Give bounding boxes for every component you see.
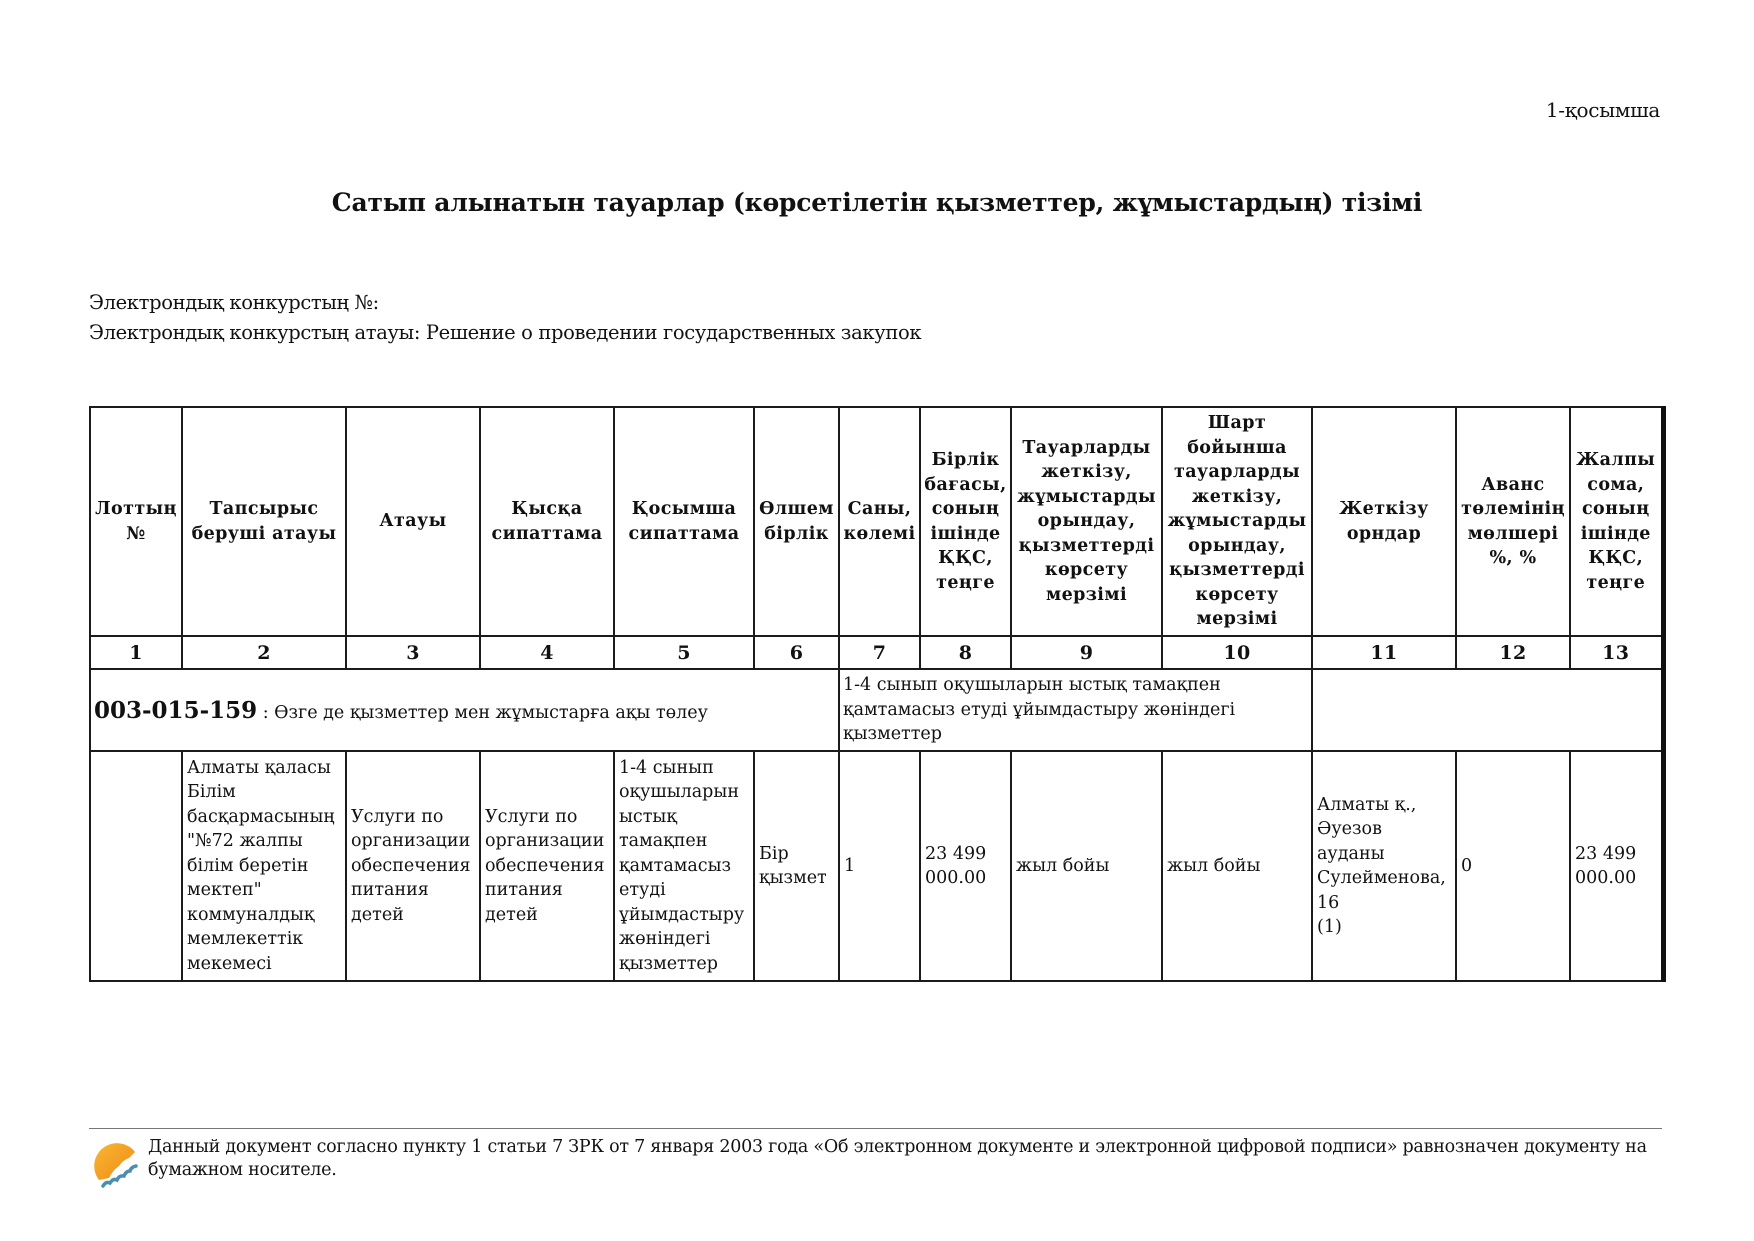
header-cell: Бірлік бағасы, соның ішінде ҚҚС, теңге xyxy=(920,407,1011,636)
header-cell: Өлшем бірлік xyxy=(754,407,839,636)
contest-name: Электрондық конкурстың атауы: Решение о проведении государственных закупок xyxy=(89,321,922,344)
column-number: 8 xyxy=(920,636,1011,669)
header-cell: Атауы xyxy=(346,407,480,636)
header-cell: Лоттың № xyxy=(90,407,182,636)
column-number: 3 xyxy=(346,636,480,669)
cell-lot-number xyxy=(90,751,182,981)
lot-empty-cell xyxy=(1312,669,1663,751)
header-cell: Саны, көлемі xyxy=(839,407,920,636)
header-cell: Қысқа сипаттама xyxy=(480,407,614,636)
column-number: 12 xyxy=(1456,636,1570,669)
cell-contract-delivery-term: жыл бойы xyxy=(1162,751,1312,981)
egov-sun-logo-icon xyxy=(89,1134,145,1190)
header-cell: Тауарларды жеткізу, жұмыстарды орындау, қызметтерді көрсету мерзімі xyxy=(1011,407,1162,636)
cell-delivery-term: жыл бойы xyxy=(1011,751,1162,981)
footer-divider xyxy=(89,1128,1662,1129)
cell-unit-price: 23 499 000.00 xyxy=(920,751,1011,981)
column-number: 2 xyxy=(182,636,346,669)
header-row xyxy=(90,407,1663,636)
contest-info xyxy=(89,288,921,348)
cell-name: Услуги по организации обеспечения питания детей xyxy=(346,751,480,981)
cell-quantity: 1 xyxy=(839,751,920,981)
procurement-table xyxy=(89,406,1666,982)
page-title: Сатып алынатын тауарлар (көрсетілетін қызметтер, жұмыстардың) тізімі xyxy=(331,188,1423,217)
cell-short-description: Услуги по организации обеспечения питания детей xyxy=(480,751,614,981)
cell-additional-description: 1-4 сынып оқушыларын ыстық тамақпен қамтамасыз етуді ұйымдастыру жөніндегі қызметтер xyxy=(614,751,754,981)
footer xyxy=(89,1134,1662,1190)
cell-unit: Бір қызмет xyxy=(754,751,839,981)
column-number-row xyxy=(90,636,1663,669)
table-row xyxy=(90,751,1663,981)
lot-code: 003-015-159 xyxy=(94,696,258,724)
lot-row xyxy=(90,669,1663,751)
cell-total-amount: 23 499 000.00 xyxy=(1570,751,1663,981)
cell-delivery-place: Алматы қ., Әуезов ауданы Сулейменова, 16 (1) xyxy=(1312,751,1456,981)
column-number: 6 xyxy=(754,636,839,669)
lot-description: 1-4 сынып оқушыларын ыстық тамақпен қамтамасыз етуді ұйымдастыру жөніндегі қызметтер xyxy=(839,669,1312,751)
column-number: 1 xyxy=(90,636,182,669)
legal-notice: Данный документ согласно пункту 1 статьи 7 ЗРК от 7 января 2003 года «Об электронном документе и электронной цифровой подписи» равнозначен документу на бумажном носителе. xyxy=(148,1137,1647,1180)
appendix-label: 1-қосымша xyxy=(1545,98,1660,122)
column-number: 13 xyxy=(1570,636,1663,669)
header-cell: Шарт бойынша тауарларды жеткізу, жұмыстарды орындау, қызметтерді көрсету мерзімі xyxy=(1162,407,1312,636)
column-number: 7 xyxy=(839,636,920,669)
lot-category: Өзге де қызметтер мен жұмыстарға ақы төлеу xyxy=(274,702,708,723)
header-cell: Жалпы сома, соның ішінде ҚҚС, теңге xyxy=(1570,407,1663,636)
header-cell: Жеткізу орндар xyxy=(1312,407,1456,636)
column-number: 11 xyxy=(1312,636,1456,669)
column-number: 4 xyxy=(480,636,614,669)
cell-customer: Алматы қаласы Білім басқармасының "№72 жалпы білім беретін мектеп" коммуналдық мемлекеттік мекемесі xyxy=(182,751,346,981)
contest-number: Электрондық конкурстың №: xyxy=(89,291,379,314)
lot-heading xyxy=(90,669,839,751)
lot-separator: : xyxy=(257,702,275,723)
cell-advance-percent: 0 xyxy=(1456,751,1570,981)
header-cell: Тапсырыс беруші атауы xyxy=(182,407,346,636)
header-cell: Қосымша сипаттама xyxy=(614,407,754,636)
column-number: 10 xyxy=(1162,636,1312,669)
column-number: 5 xyxy=(614,636,754,669)
header-cell: Аванс төлемінің мөлшері %, % xyxy=(1456,407,1570,636)
column-number: 9 xyxy=(1011,636,1162,669)
